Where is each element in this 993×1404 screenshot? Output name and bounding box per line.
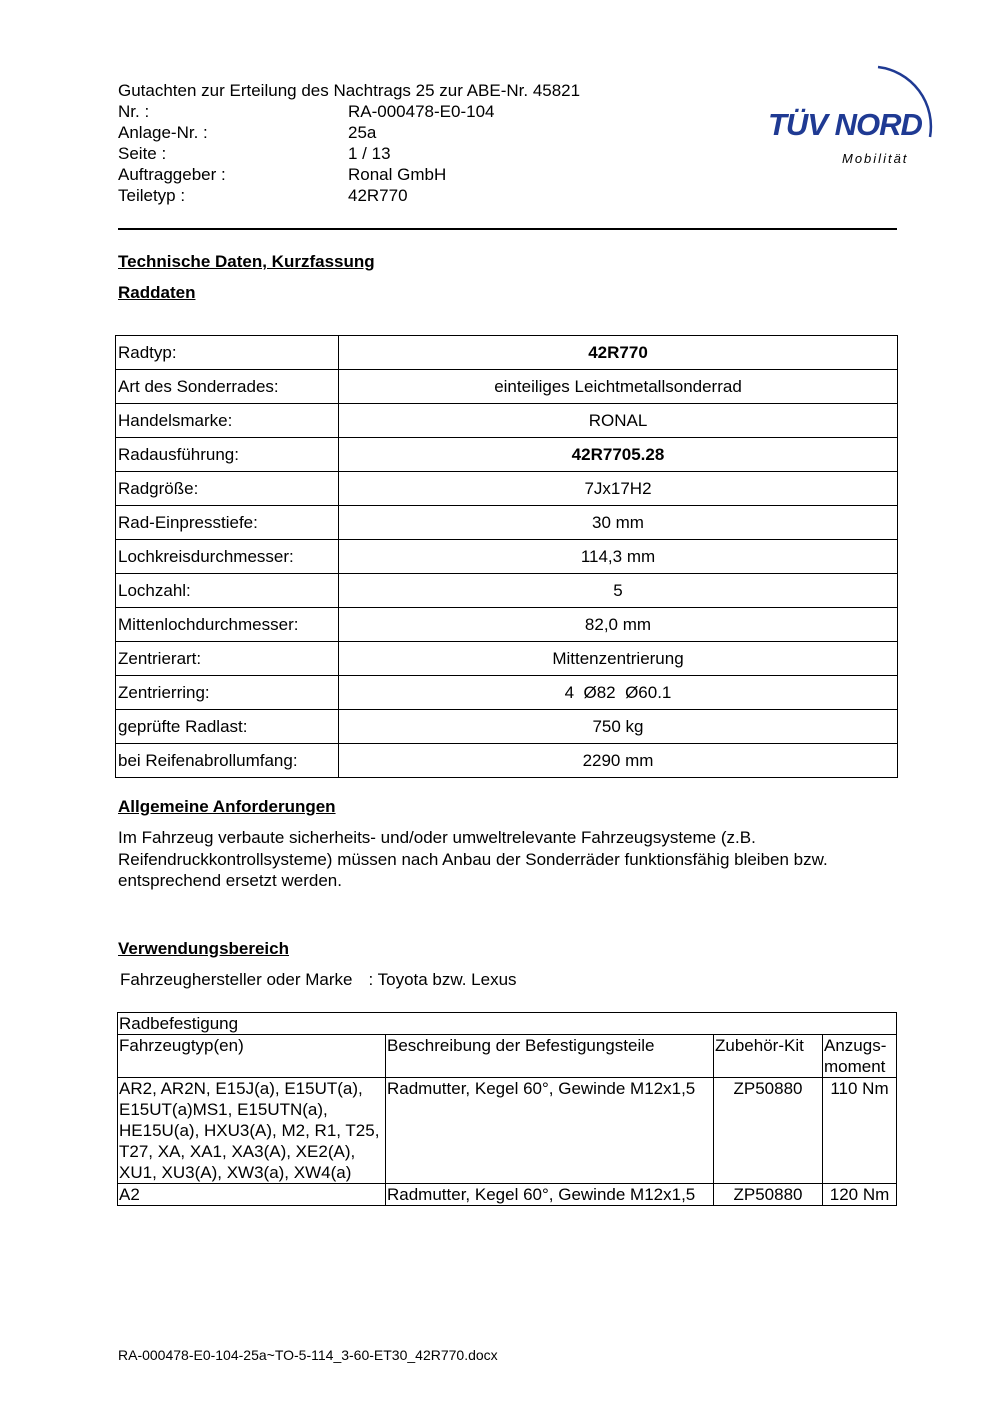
footer-filename: RA-000478-E0-104-25a~TO-5-114_3-60-ET30_42R770.docx	[118, 1347, 498, 1363]
cell-description: Radmutter, Kegel 60°, Gewinde M12x1,5	[386, 1078, 714, 1184]
section-heading-tech: Technische Daten, Kurzfassung	[118, 252, 375, 271]
row-label: bei Reifenabrollumfang:	[116, 744, 339, 778]
row-value: 30 mm	[339, 506, 898, 540]
header-row-nr	[118, 101, 580, 122]
row-label: Handelsmarke:	[116, 404, 339, 438]
section-heading-allgemein: Allgemeine Anforderungen	[118, 797, 336, 816]
row-value: 114,3 mm	[339, 540, 898, 574]
row-value: 4 Ø82 Ø60.1	[339, 676, 898, 710]
maker-value: Toyota bzw. Lexus	[377, 970, 517, 989]
row-label: Radtyp:	[116, 336, 339, 370]
column-header: Anzugs- moment	[823, 1035, 897, 1078]
row-value: RONAL	[339, 404, 898, 438]
maker-separator: :	[368, 970, 374, 989]
header-divider	[118, 228, 897, 230]
row-label: Lochkreisdurchmesser:	[116, 540, 339, 574]
table-row	[116, 608, 898, 642]
logo-subtitle: Mobilität	[842, 151, 909, 166]
table-row	[116, 642, 898, 676]
header-value: 25a	[348, 123, 377, 142]
table-row	[118, 1184, 897, 1206]
cell-torque: 120 Nm	[823, 1184, 897, 1206]
table-caption: Radbefestigung	[118, 1013, 897, 1035]
cell-types: A2	[118, 1184, 386, 1206]
row-value: 7Jx17H2	[339, 472, 898, 506]
vehicle-maker-line	[120, 970, 517, 990]
row-label: Zentrierart:	[116, 642, 339, 676]
row-label: Radausführung:	[116, 438, 339, 472]
row-label: Lochzahl:	[116, 574, 339, 608]
cell-description: Radmutter, Kegel 60°, Gewinde M12x1,5	[386, 1184, 714, 1206]
header-label: Seite :	[118, 144, 167, 163]
cell-torque: 110 Nm	[823, 1078, 897, 1184]
row-value: 42R770	[339, 336, 898, 370]
header-value: RA-000478-E0-104	[348, 102, 495, 121]
section-heading-verwendung: Verwendungsbereich	[118, 939, 289, 958]
row-label: Art des Sonderrades:	[116, 370, 339, 404]
header-value: 42R770	[348, 186, 408, 205]
row-label: Radgröße:	[116, 472, 339, 506]
table-row	[116, 472, 898, 506]
table-row	[116, 540, 898, 574]
column-header: Beschreibung der Befestigungsteile	[386, 1035, 714, 1078]
header-value: Ronal GmbH	[348, 165, 447, 184]
header-label: Teiletyp :	[118, 186, 186, 205]
cell-kit: ZP50880	[714, 1184, 823, 1206]
logo-brand: TÜV NORD	[768, 107, 922, 142]
header-label: Anlage-Nr. :	[118, 123, 208, 142]
row-value: 5	[339, 574, 898, 608]
column-header: Fahrzeugtyp(en)	[118, 1035, 386, 1078]
row-value: 2290 mm	[339, 744, 898, 778]
table-row	[116, 438, 898, 472]
table-row	[116, 710, 898, 744]
row-label: Rad-Einpresstiefe:	[116, 506, 339, 540]
header-row-seite	[118, 143, 580, 164]
column-header: Zubehör-Kit	[714, 1035, 823, 1078]
table-row	[116, 404, 898, 438]
row-value: einteiliges Leichtmetallsonderrad	[339, 370, 898, 404]
table-row	[116, 370, 898, 404]
document-header	[118, 80, 580, 206]
row-value: 750 kg	[339, 710, 898, 744]
cell-kit: ZP50880	[714, 1078, 823, 1184]
row-value: Mittenzentrierung	[339, 642, 898, 676]
header-label: Nr. :	[118, 102, 150, 121]
table-header-row	[118, 1035, 897, 1078]
wheel-data-table	[115, 335, 898, 778]
maker-label: Fahrzeughersteller oder Marke	[120, 970, 353, 989]
section-heading-raddaten: Raddaten	[118, 283, 196, 302]
header-row-teiletyp	[118, 185, 580, 206]
allgemein-paragraph: Im Fahrzeug verbaute sicherheits- und/oder umweltrelevante Fahrzeugsysteme (z.B. Reifendruckkontrollsysteme) müssen nach Anbau der Sonderräder funktionsfähig bleiben bzw. entsprechend ersetzt werden.	[118, 828, 828, 890]
table-row	[118, 1078, 897, 1184]
row-value: 42R7705.28	[339, 438, 898, 472]
table-row	[116, 506, 898, 540]
fastening-table	[117, 1012, 897, 1206]
table-row	[116, 336, 898, 370]
tuev-nord-logo	[760, 55, 940, 175]
cell-types: AR2, AR2N, E15J(a), E15UT(a), E15UT(a)MS1, E15UTN(a), HE15U(a), HXU3(A), M2, R1, T25, T27, XA, XA1, XA3(A), XE2(A), XU1, XU3(A), XW3(a), XW4(a)	[118, 1078, 386, 1184]
row-label: Zentrierring:	[116, 676, 339, 710]
header-row-auftraggeber	[118, 164, 580, 185]
row-value: 82,0 mm	[339, 608, 898, 642]
header-label: Auftraggeber :	[118, 165, 226, 184]
header-value: 1 / 13	[348, 144, 391, 163]
document-title: Gutachten zur Erteilung des Nachtrags 25 zur ABE-Nr. 45821	[118, 81, 581, 100]
row-label: Mittenlochdurchmesser:	[116, 608, 339, 642]
table-row	[116, 676, 898, 710]
row-label: geprüfte Radlast:	[116, 710, 339, 744]
table-row	[116, 744, 898, 778]
table-row	[116, 574, 898, 608]
header-row-anlage	[118, 122, 580, 143]
table-caption-row	[118, 1013, 897, 1035]
